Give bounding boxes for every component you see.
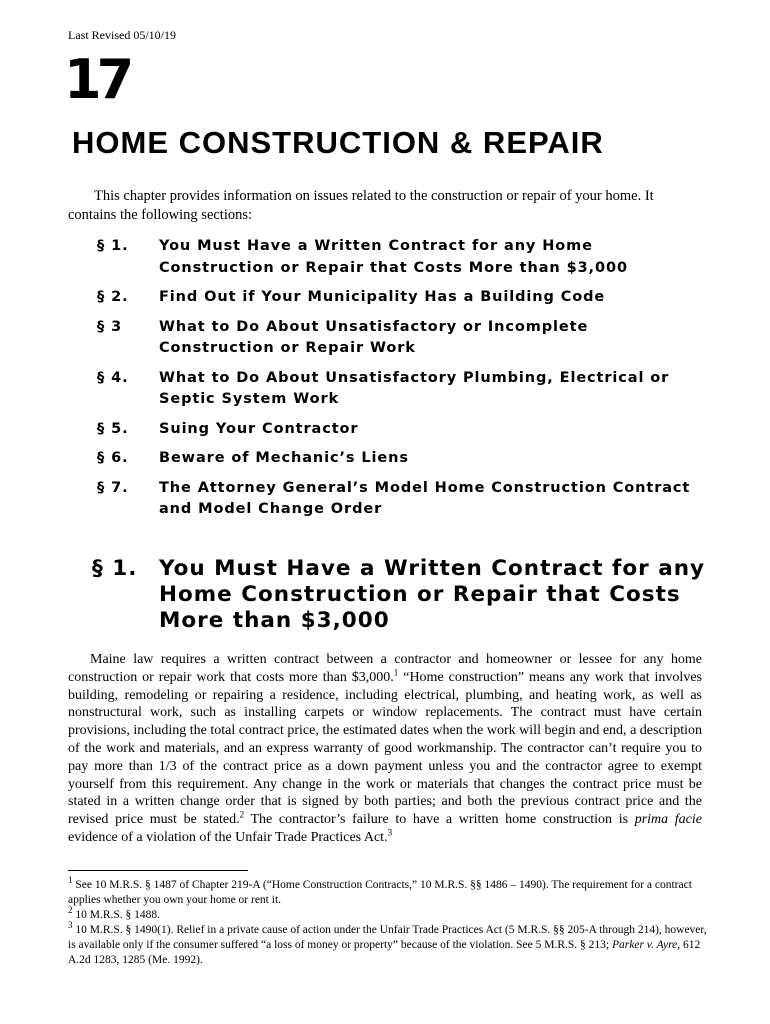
toc-number: § 2. (97, 289, 129, 305)
toc-title: What to Do About Unsatisfactory or Incomplete Construction or Repair Work (159, 318, 589, 356)
toc-item-7 (97, 478, 697, 521)
toc-item-3 (97, 317, 697, 360)
toc-number: § 6. (97, 450, 129, 466)
body-text: evidence of a violation of the Unfair Trade Practices Act. (68, 829, 388, 845)
footnote-ref: 2 (239, 809, 245, 820)
case-citation: Parker v. Ayre, (612, 939, 681, 951)
toc-title: Beware of Mechanic’s Liens (159, 450, 409, 466)
revision-date: Last Revised 05/10/19 (68, 28, 176, 42)
footnote-3 (68, 920, 708, 968)
toc-number: § 5. (97, 420, 129, 437)
footnote-number: 2 (68, 905, 73, 916)
toc-title: The Attorney General’s Model Home Construction Contract and Model Change Order (159, 479, 691, 517)
toc-item-6 (97, 448, 697, 470)
footnote-ref: 1 (393, 667, 399, 678)
footnote-text: 10 M.R.S. § 1490(1). Relief in a private cause of action under the Unfair Trade Practices Act (5 M.R.S. §§ 205-A through 214), however, is available only if the consumer suffered “a loss of money or property” because of the violation. See 5 M.R.S. § 213; (68, 924, 707, 951)
chapter-number: 17 (64, 48, 130, 111)
footnote-1 (68, 875, 708, 908)
intro-paragraph: This chapter provides information on issues related to the construction or repair of your home. It contains the following sections: (68, 188, 654, 223)
chapter-title: HOME CONSTRUCTION & REPAIR (72, 125, 604, 160)
toc-item-4 (97, 368, 697, 411)
section-body-paragraph (68, 651, 702, 847)
toc-number: § 1. (97, 238, 129, 254)
footnote-2 (68, 905, 708, 923)
body-text: “Home construction” means any work that involves building, remodeling or repairing a residence, including electrical, plumbing, and heating work, as well as nonstructural work, such as installing carpets or window replacements. The contract must have certain provisions, including the total contract price, the estimated dates when the work will begin and end, a description of the work and materials, and an express warranty of good workmanship. The contractor can’t require you to pay more than 1/3 of the contract price as a down payment unless you and the contractor agree to exempt yourself from this requirement. Any change in the work or materials that changes the contract price must be stated in a written change order that is signed by both parties; and both the previous contract price and the revised price must be stated. (68, 669, 702, 828)
footnote-text: 10 M.R.S. § 1488. (72, 909, 161, 921)
toc-number: § 3 (97, 318, 123, 335)
toc-item-1 (97, 236, 697, 279)
toc-title: What to Do About Unsatisfactory Plumbing, Electrical or Septic System Work (159, 369, 670, 407)
footnote-text: 612 A.2d 1283, 1285 (Me. 1992). (68, 939, 701, 966)
footnotes (68, 875, 708, 968)
table-of-contents (97, 236, 697, 529)
toc-title: Suing Your Contractor (159, 420, 359, 437)
toc-item-2 (97, 287, 697, 309)
section-heading (92, 556, 712, 634)
toc-number: § 4. (97, 369, 129, 386)
toc-item-5 (97, 419, 697, 441)
section-number: § 1. (92, 556, 138, 581)
footnote-text: See 10 M.R.S. § 1487 of Chapter 219-A (“Home Construction Contracts,” 10 M.R.S. §§ 1486 – 1490). The requirement for a contract applies whether you own your home or rent it. (68, 879, 692, 906)
footnote-number: 1 (68, 875, 73, 886)
footnote-ref: 3 (387, 827, 393, 838)
body-text: The contractor’s failure to have a written home construction is (244, 812, 635, 828)
toc-title: Find Out if Your Municipality Has a Building Code (159, 289, 606, 305)
body-text: Maine law requires a written contract between a contractor and homeowner or lessee for any home construction or repair work that costs more than $3,000. (68, 652, 702, 685)
section-title: You Must Have a Written Contract for any Home Construction or Repair that Costs More than $3,000 (159, 556, 706, 633)
footnote-number: 3 (68, 920, 73, 931)
toc-number: § 7. (97, 479, 129, 496)
toc-title: You Must Have a Written Contract for any Home Construction or Repair that Costs More than $3,000 (159, 238, 628, 276)
footnote-divider (68, 870, 248, 871)
italic-term: prima facie (634, 812, 702, 828)
